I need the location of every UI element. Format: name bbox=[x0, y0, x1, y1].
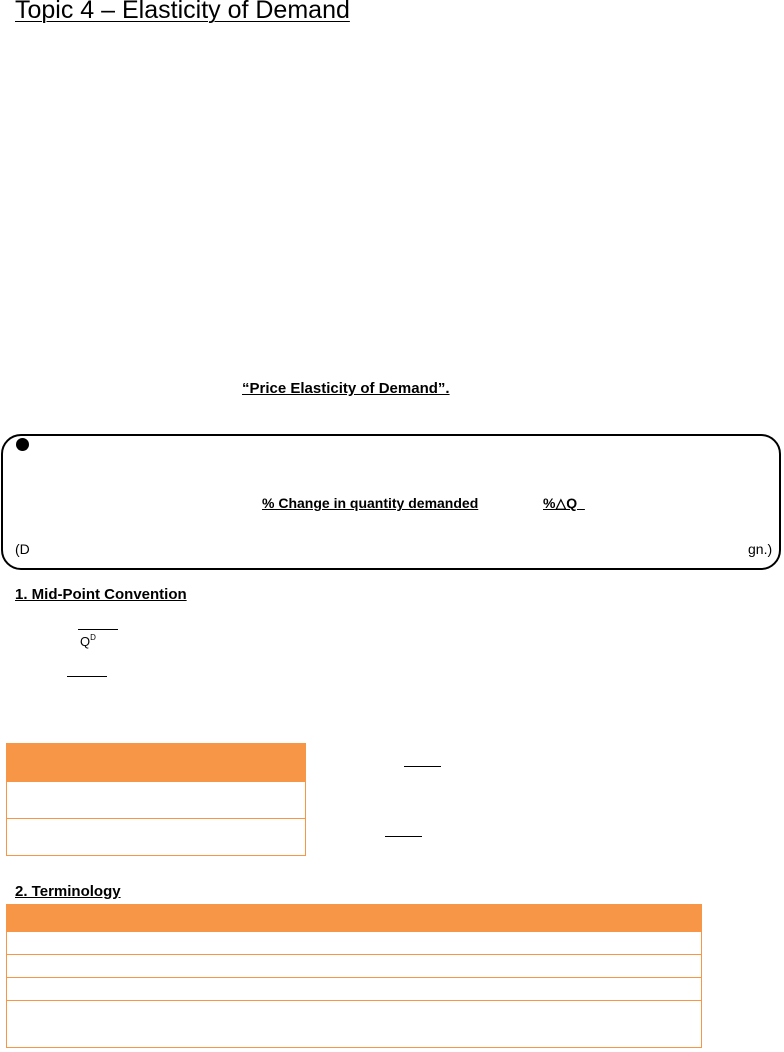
midpoint-table bbox=[6, 743, 306, 856]
page-title: Topic 4 – Elasticity of Demand bbox=[15, 0, 350, 24]
terminology-table bbox=[6, 904, 702, 1048]
table-row bbox=[7, 782, 306, 819]
formula-symbol-numerator: %△Q bbox=[543, 495, 585, 511]
table-cell bbox=[7, 955, 702, 978]
table-cell bbox=[7, 782, 306, 819]
table-row bbox=[7, 819, 306, 856]
table-cell bbox=[7, 1001, 702, 1048]
table-row bbox=[7, 1001, 702, 1048]
table-cell bbox=[7, 819, 306, 856]
section-heading-midpoint: 1. Mid-Point Convention bbox=[15, 586, 187, 603]
fraction-line bbox=[67, 676, 107, 677]
table-header-cell bbox=[7, 905, 702, 932]
table-row bbox=[7, 932, 702, 955]
table-row bbox=[7, 955, 702, 978]
formula-numerator-text: % Change in quantity demanded bbox=[262, 495, 479, 511]
table-row bbox=[7, 978, 702, 1001]
qd-superscript: D bbox=[90, 633, 96, 642]
qd-label bbox=[80, 633, 96, 649]
fraction-line bbox=[404, 766, 441, 767]
formula-box-left-fragment: (D bbox=[15, 541, 30, 557]
section-heading-terminology: 2. Terminology bbox=[15, 883, 121, 900]
table-header-row bbox=[7, 905, 702, 932]
qd-overline bbox=[78, 629, 118, 630]
table-cell bbox=[7, 932, 702, 955]
fraction-line bbox=[385, 836, 422, 837]
bullet-icon bbox=[16, 438, 29, 451]
table-header-cell bbox=[7, 744, 306, 782]
table-header-row bbox=[7, 744, 306, 782]
ped-heading: “Price Elasticity of Demand”. bbox=[242, 380, 450, 397]
table-cell bbox=[7, 978, 702, 1001]
formula-box-right-fragment: gn.) bbox=[748, 541, 773, 557]
qd-letter: Q bbox=[80, 634, 91, 649]
